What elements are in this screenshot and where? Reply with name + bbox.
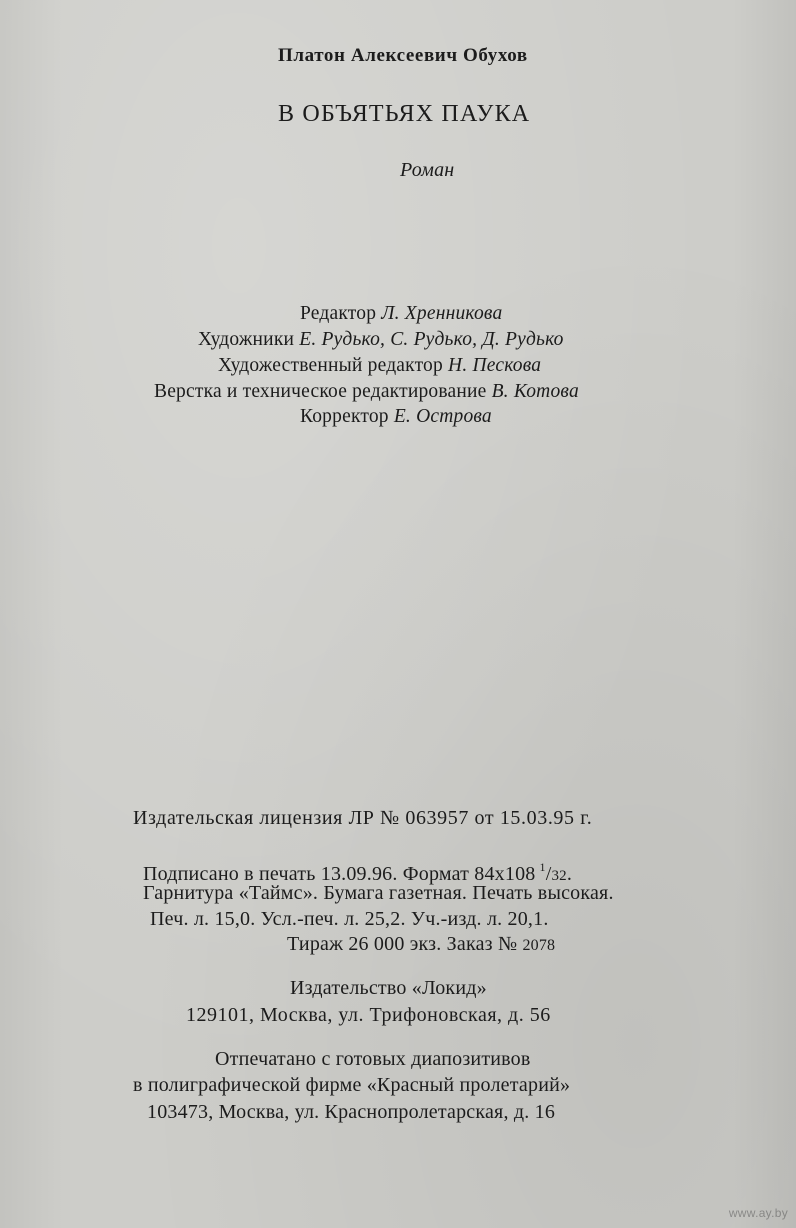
publisher-name: Издательство «Локид» — [290, 977, 487, 999]
credit-person: Л. Хренникова — [381, 303, 503, 324]
credit-layout — [154, 380, 579, 404]
print-run-text: Тираж 26 000 экз. Заказ № — [287, 933, 518, 955]
author-name: Платон Алексеевич Обухов — [278, 45, 528, 66]
credit-person: В. Котова — [491, 381, 579, 402]
credit-role: Редактор — [300, 303, 377, 324]
credit-person: Е. Рудько, С. Рудько, Д. Рудько — [299, 329, 564, 350]
printer-address: 103473, Москва, ул. Краснопролетарская, д. 16 — [147, 1101, 556, 1123]
credit-artists — [198, 328, 564, 352]
publisher-address: 129101, Москва, ул. Трифоновская, д. 56 — [186, 1004, 551, 1026]
order-number: 2078 — [522, 937, 556, 954]
credit-editor — [300, 302, 502, 326]
print-run — [287, 932, 555, 958]
signed-text: Подписано в печать 13.09.96. Формат 84x108 — [143, 863, 536, 885]
printed-from: Отпечатано с готовых диапозитивов — [215, 1048, 531, 1070]
credit-art-editor — [218, 354, 541, 378]
credit-role: Верстка и техническое редактирование — [154, 381, 487, 402]
sheets-info: Печ. л. 15,0. Усл.-печ. л. 25,2. Уч.-изд. л. 20,1. — [150, 908, 549, 930]
format-end: . — [566, 863, 573, 885]
credit-proofreader — [300, 405, 492, 429]
format-numerator: 1 — [539, 860, 546, 874]
format-denominator: 32 — [551, 868, 567, 884]
credit-role: Художники — [198, 329, 295, 350]
credit-person: Н. Пескова — [448, 355, 542, 376]
credit-role: Корректор — [300, 406, 389, 427]
printer-name: в полиграфической фирме «Красный пролетарий» — [133, 1074, 571, 1096]
format-slash: / — [545, 863, 552, 885]
credit-person: Е. Острова — [393, 406, 492, 427]
watermark-text: www.ay.by — [728, 1206, 788, 1220]
publishing-license: Издательская лицензия ЛР № 063957 от 15.03.95 г. — [133, 807, 593, 829]
book-genre: Роман — [400, 159, 455, 181]
book-title: В ОБЪЯТЬЯХ ПАУКА — [278, 101, 531, 127]
credit-role: Художественный редактор — [218, 355, 443, 376]
typeface-info: Гарнитура «Таймс». Бумага газетная. Печать высокая. — [143, 882, 614, 904]
